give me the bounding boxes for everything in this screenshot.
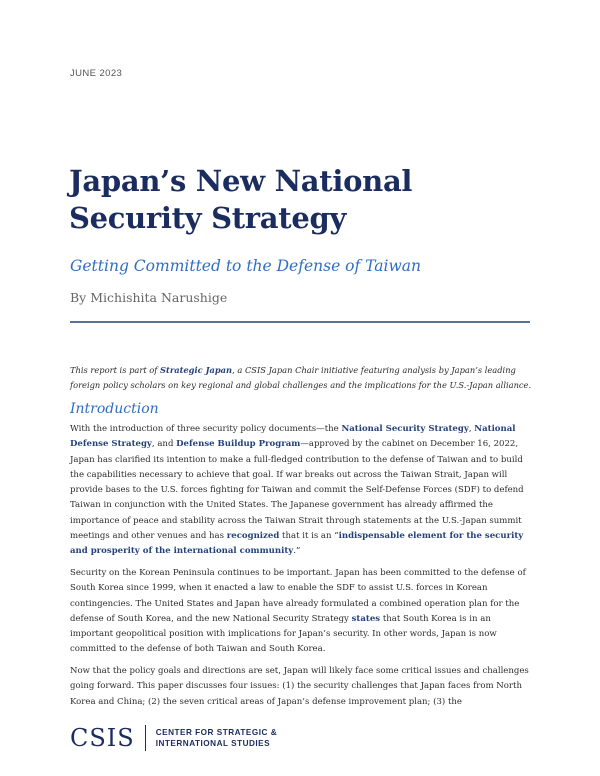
csis-logo (70, 724, 277, 752)
center-name (156, 727, 277, 749)
series-note-suffix: , a CSIS Japan Chair initiative featuring analysis by Japan’s leading foreign policy scholars on key regional and global challenges and the implications for the U.S.-Japan alliance. (70, 365, 532, 390)
intro-paragraph-1 (70, 422, 532, 560)
text-run: that it is an “ (279, 531, 339, 542)
national-defense-strategy-link[interactable]: National Defense Strategy (70, 424, 516, 450)
indispensable-element-link[interactable]: indispensable element for the security and prosperity of the international community (70, 531, 524, 557)
strategic-japan-link[interactable]: Strategic Japan (160, 365, 233, 375)
page-title: Japan’s New National Security Strategy (69, 164, 413, 235)
author-byline: By Michishita Narushige (70, 290, 228, 305)
defense-buildup-program-link[interactable]: Defense Buildup Program (176, 439, 301, 450)
text-run: that South Korea is in an important geopolitical position with implications for Japan’s security. In other words, Japan is now committed to the defense of both Taiwan and South Korea. (70, 613, 497, 655)
center-name-line-1: CENTER FOR STRATEGIC & (155, 728, 278, 737)
intro-paragraph-2 (70, 566, 532, 658)
text-run: Security on the Korean Peninsula continues to be important. Japan has been committed to the defense of South Korea since 1999, when it enacted a law to enable the SDF to assist U.S. forces in Korean contingencies. The United States and Japan have already formulated a combined operation plan for the defense of South Korea, and the new National Security Strategy (70, 568, 526, 624)
intro-paragraph-3: Now that the policy goals and directions are set, Japan will likely face some critical issues and challenges going forward. This paper discusses four issues: (1) the security challenges that Japan faces from North Korea and China; (2) the seven critical areas of Japan’s defense improvement plan; (3) the (70, 666, 529, 707)
text-run: With the introduction of three security policy documents—the (70, 424, 342, 434)
states-link[interactable]: states (351, 613, 381, 624)
text-run: .” (293, 546, 301, 557)
national-security-strategy-link[interactable]: National Security Strategy (341, 424, 469, 434)
logo-divider (145, 725, 146, 751)
series-note (70, 363, 532, 393)
csis-wordmark: CSIS (70, 724, 135, 752)
recognized-link[interactable]: recognized (226, 531, 280, 542)
series-note-prefix: This report is part of (70, 365, 160, 375)
section-heading-introduction: Introduction (70, 401, 159, 417)
report-date: JUNE 2023 (70, 68, 123, 79)
text-run: —approved by the cabinet on December 16, 2022, Japan has clarified its intention to make a full-fledged contribution to the defense of Taiwan and to build the capabilities necessary to achieve that goal. If war breaks out across the Taiwan Strait, Japan will provide bases to the U.S. forces fighting for Taiwan and commit the Self-Defense Forces (SDF) to defend Taiwan in conjunction with the United States. The Japanese government has already affirmed the importance of peace and stability across the Taiwan Strait through statements at the U.S.-Japan summit meetings and other venues and has (70, 439, 524, 542)
center-name-line-2: INTERNATIONAL STUDIES (155, 739, 271, 748)
header-divider (70, 321, 530, 323)
text-run: , and (151, 439, 177, 450)
text-run: , (468, 424, 475, 434)
page-subtitle: Getting Committed to the Defense of Taiwan (70, 257, 421, 275)
